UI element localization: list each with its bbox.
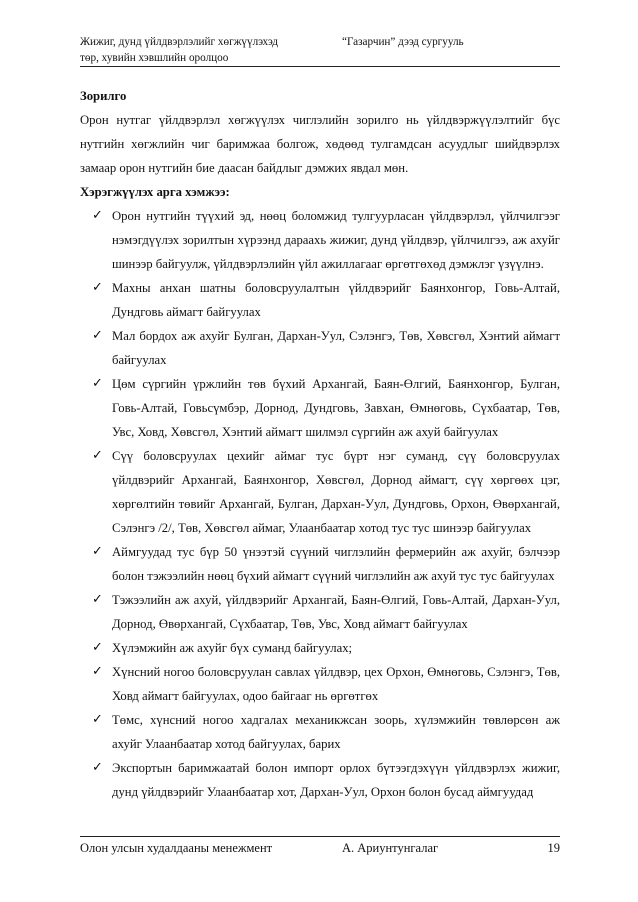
goal-heading: Зорилго [80, 89, 127, 103]
check-mark-icon: ✓ [92, 328, 103, 343]
list-item [80, 588, 560, 636]
page-header [80, 34, 560, 74]
list-item-text: Экспортын баримжаатай болон импорт орлох бүтээгдэхүүн үйлдвэрлэх жижиг, дунд үйлдвэрийг Улаанбаатар хот, Дархан-Уул, Орхон болон бусад аймгуудад [112, 761, 560, 799]
list-item-text: Цөм сүргийн үржлийн төв бүхий Архангай, Баян-Өлгий, Баянхонгор, Булган, Говь-Алтай, Говьсүмбэр, Дорнод, Дундговь, Завхан, Өмнөговь, Сүхбаатар, Төв, Увс, Ховд, Хөвсгөл, Хэнтий аймагт шилмэл сүргийн аж ахуй байгуулах [112, 377, 560, 439]
measures-heading: Хэрэгжүүлэх арга хэмжээ: [80, 185, 230, 199]
footer-divider [80, 836, 560, 837]
check-mark-icon: ✓ [92, 544, 103, 559]
check-mark-icon: ✓ [92, 640, 103, 655]
header-left-line1: Жижиг, дунд үйлдвэрлэлийг хөгжүүлэхэд [80, 36, 278, 48]
page-content [80, 84, 560, 804]
list-item-text: Тэжээлийн аж ахуй, үйлдвэрийг Архангай, Баян-Өлгий, Говь-Алтай, Дархан-Уул, Дорнод, Өвөрхангай, Сүхбаатар, Төв, Увс, Ховд аймагт байгуулах [112, 593, 560, 631]
page-number: 19 [547, 841, 560, 855]
list-item [80, 276, 560, 324]
check-mark-icon: ✓ [92, 712, 103, 727]
header-left [80, 34, 278, 66]
list-item-text: Сүү боловсруулах цехийг аймаг тус бүрт нэг суманд, сүү боловсруулах үйлдвэрийг Архангай, Баянхонгор, Хөвсгөл, Дорнод аймагт, сүү хөргөөх цэг, хөргөлтийн төвийг Архангай, Булган, Дархан-Уул, Дундговь, Орхон, Өвөрхангай, Сэлэнгэ /2/, Төв, Хөвсгөл аймаг, Улаанбаатар хотод тус тус шинээр байгуулах [112, 449, 560, 535]
measures-list [80, 204, 560, 804]
check-mark-icon: ✓ [92, 592, 103, 607]
list-item [80, 636, 560, 660]
header-right: “Газарчин” дээд сургууль [342, 36, 464, 48]
list-item-text: Хүнсний ногоо боловсруулан савлах үйлдвэр, цех Орхон, Өмнөговь, Сэлэнгэ, Төв, Ховд аймагт байгуулах, одоо байгааг нь өргөтгөх [112, 665, 560, 703]
check-mark-icon: ✓ [92, 448, 103, 463]
header-divider [80, 66, 560, 67]
check-mark-icon: ✓ [92, 208, 103, 223]
list-item-text: Орон нутгийн түүхий эд, нөөц боломжид тулгуурласан үйлдвэрлэл, үйлчилгээг нэмэгдүүлэх зорилтын хүрээнд дараахь жижиг, дунд үйлдвэр, үйлчилгээ, аж ахуйг шинээр байгуулж, үйлдвэрлэлийн үйл ажиллагааг өргөтгөхөд дэмжлэг үзүүлнэ. [112, 209, 560, 271]
list-item-text: Төмс, хүнсний ногоо хадгалах механикжсан зоорь, хүлэмжийн төвлөрсөн аж ахуйг Улаанбаатар хотод байгуулах, барих [112, 713, 560, 751]
list-item-text: Аймгуудад тус бүр 50 үнээтэй сүүний чиглэлийн фермерийн аж ахуйг, бэлчээр болон тэжээлийн нөөц бүхий аймагт сүүний чиглэлийн аж ахуй тус тус байгуулах [112, 545, 560, 583]
list-item-text: Махны анхан шатны боловсруулалтын үйлдвэрийг Баянхонгор, Говь-Алтай, Дундговь аймагт байгуулах [112, 281, 560, 319]
list-item [80, 204, 560, 276]
list-item-text: Хүлэмжийн аж ахуйг бүх суманд байгуулах; [112, 641, 353, 655]
list-item [80, 756, 560, 804]
goal-paragraph: Орон нутгаг үйлдвэрлэл хөгжүүлэх чиглэлийн зорилго нь үйлдвэржүүлэлтийг бүс нутгийн хөгжлийн чиг баримжаа болгож, хөдөөд тулгамдсан асуудлыг шийдвэрлэх замаар орон нутгийн бие даасан байдлыг дэмжих явдал мөн. [80, 113, 560, 175]
check-mark-icon: ✓ [92, 664, 103, 679]
list-item-text: Мал бордох аж ахуйг Булган, Дархан-Уул, Сэлэнгэ, Төв, Хөвсгөл, Хэнтий аймагт байгуулах [112, 329, 560, 367]
check-mark-icon: ✓ [92, 376, 103, 391]
list-item [80, 708, 560, 756]
check-mark-icon: ✓ [92, 280, 103, 295]
check-mark-icon: ✓ [92, 760, 103, 775]
footer-author: А. Ариунтунгалаг [342, 841, 439, 855]
list-item [80, 324, 560, 372]
list-item [80, 660, 560, 708]
footer-course: Олон улсын худалдааны менежмент [80, 841, 273, 855]
list-item [80, 540, 560, 588]
header-left-line2: төр, хувийн хэвшлийн оролцоо [80, 52, 229, 64]
list-item [80, 372, 560, 444]
list-item [80, 444, 560, 540]
